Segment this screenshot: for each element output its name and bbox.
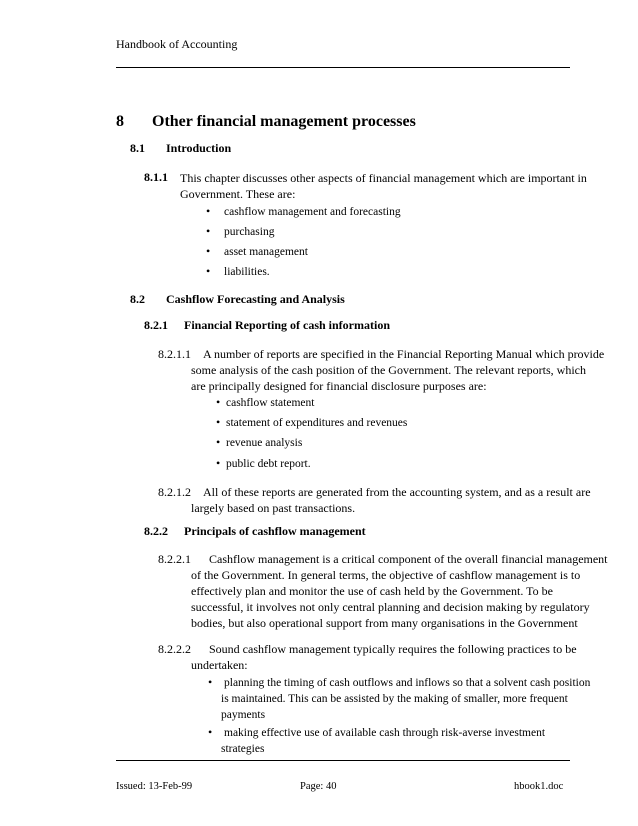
- bullet-icon: •: [216, 456, 221, 470]
- section-8-2-number: 8.2: [130, 292, 145, 306]
- para-8-2-2-1-number: 8.2.2.1: [158, 552, 191, 566]
- footer-issued-date: Issued: 13-Feb-99: [116, 781, 193, 792]
- bullet-icon: •: [216, 395, 221, 409]
- footer-rule: [116, 760, 570, 761]
- bullet-icon: •: [206, 244, 211, 258]
- para-8-2-1-2-line-2: largely based on past transactions.: [191, 501, 356, 515]
- para-8-2-2-2-line-2: undertaken:: [191, 658, 248, 672]
- list-item: asset management: [224, 246, 308, 258]
- para-8-2-2-1-line-2: of the Government. In general terms, the objective of cashflow management is to: [191, 568, 581, 582]
- chapter-title: Other financial management processes: [152, 113, 416, 130]
- list-item-line: planning the timing of cash outflows and inflows so that a solvent cash position: [224, 677, 591, 689]
- list-item: cashflow statement: [226, 397, 315, 409]
- para-8-2-1-1-number: 8.2.1.1: [158, 347, 191, 361]
- para-8-1-1-number: 8.1.1: [144, 170, 168, 184]
- list-item-line: making effective use of available cash through risk-averse investment: [224, 727, 546, 739]
- list-item-line: strategies: [221, 743, 265, 755]
- list-item: public debt report.: [226, 458, 311, 470]
- bullet-icon: •: [216, 435, 221, 449]
- para-8-2-1-2-number: 8.2.1.2: [158, 485, 191, 499]
- bullet-icon: •: [208, 725, 213, 739]
- bullet-icon: •: [206, 204, 211, 218]
- para-8-1-1-line-2: Government. These are:: [180, 187, 296, 201]
- header-rule: [116, 67, 570, 68]
- chapter-number: 8: [116, 113, 124, 130]
- para-8-2-2-2-number: 8.2.2.2: [158, 642, 191, 656]
- list-item: revenue analysis: [226, 437, 303, 449]
- section-8-1-title: Introduction: [166, 141, 232, 155]
- footer-page-number: Page: 40: [300, 781, 337, 792]
- para-8-2-1-1-line-1: A number of reports are specified in the Financial Reporting Manual which provide: [203, 347, 605, 361]
- para-8-2-1-2-line-1: All of these reports are generated from the accounting system, and as a result are: [203, 485, 591, 499]
- para-8-2-1-1-line-2: some analysis of the cash position of the Government. The relevant reports, which: [191, 363, 587, 377]
- section-8-2-1-title: Financial Reporting of cash information: [184, 318, 390, 332]
- section-8-2-1-number: 8.2.1: [144, 318, 168, 332]
- list-item: liabilities.: [224, 266, 270, 278]
- footer-filename: hbook1.doc: [514, 781, 564, 792]
- list-item-line: payments: [221, 709, 266, 721]
- list-item: cashflow management and forecasting: [224, 206, 401, 218]
- para-8-2-2-2-line-1: Sound cashflow management typically requires the following practices to be: [209, 642, 577, 656]
- para-8-2-2-1-line-5: bodies, but also operational support from many organisations in the Government: [191, 616, 578, 630]
- para-8-2-2-1-line-3: effectively plan and monitor the use of cash held by the Government. To be: [191, 584, 553, 598]
- list-item: purchasing: [224, 226, 275, 238]
- para-8-2-2-1-line-1: Cashflow management is a critical component of the overall financial management: [209, 552, 608, 566]
- section-8-2-2-number: 8.2.2: [144, 524, 168, 538]
- bullet-icon: •: [206, 264, 211, 278]
- para-8-2-1-1-line-3: are principally designed for financial disclosure purposes are:: [191, 379, 487, 393]
- list-item-line: is maintained. This can be assisted by the making of smaller, more frequent: [221, 693, 568, 705]
- bullet-icon: •: [208, 675, 213, 689]
- section-8-1-number: 8.1: [130, 141, 145, 155]
- bullet-icon: •: [206, 224, 211, 238]
- list-item: statement of expenditures and revenues: [226, 417, 408, 429]
- section-8-2-title: Cashflow Forecasting and Analysis: [166, 292, 345, 306]
- para-8-2-2-1-line-4: successful, it involves not only central planning and decision making by regulatory: [191, 600, 590, 614]
- running-header: Handbook of Accounting: [116, 37, 238, 51]
- bullet-icon: •: [216, 415, 221, 429]
- section-8-2-2-title: Principals of cashflow management: [184, 524, 366, 538]
- para-8-1-1-line-1: This chapter discusses other aspects of financial management which are important in: [180, 171, 587, 185]
